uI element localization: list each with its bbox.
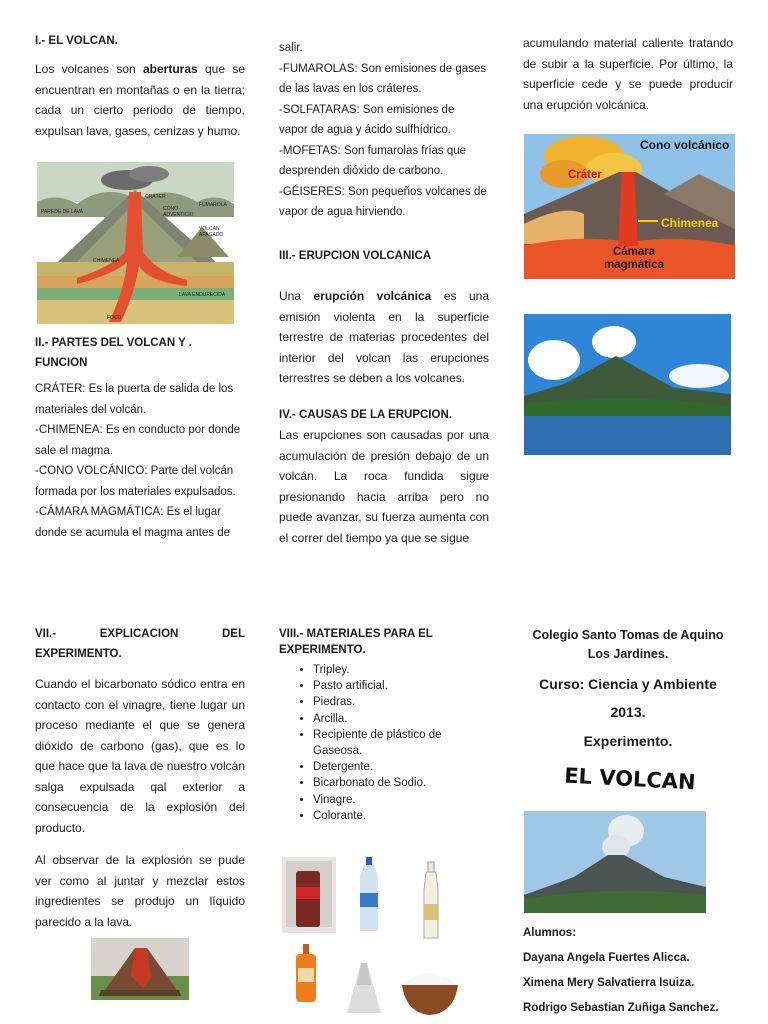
smoking-volcano-photo <box>524 811 706 913</box>
erupcion-paragraph: Una erupción volcánica es una emisión violenta en la superficie terrestre de materias procedentes del interior del volcan las erupciones terrestres se deben a los volcanes. <box>279 289 489 385</box>
student-name: Rodrigo Sebastian Zuñiga Sanchez. <box>523 1002 719 1014</box>
section-causas <box>279 407 489 548</box>
students-block <box>523 921 733 1021</box>
list-item: • Pasto artificial. <box>313 678 489 694</box>
section-title-explicacion: VII.- EXPLICACION DEL EXPERIMENTO. <box>35 628 245 660</box>
cover-panel <box>523 626 733 751</box>
section-el-volcan <box>35 33 245 141</box>
vinegar-bottle-photo <box>420 860 442 942</box>
volcano-lake-photo <box>524 314 731 455</box>
list-item: • Tripley. <box>313 662 489 678</box>
baking-soda-bowl-photo <box>400 955 460 1017</box>
causas-continued-paragraph: acumulando material caliente tratando de subir a la superficie. Por último, la superficie cede y se puede producir una erupción volcánica. <box>523 36 733 112</box>
soda-bottle-photo <box>282 857 336 933</box>
svg-text:EL VOLCAN: EL VOLCAN <box>563 763 697 795</box>
list-item: • Arcilla. <box>313 711 489 727</box>
list-item: • Bicarbonato de Sodio. <box>313 775 489 791</box>
school-name: Colegio Santo Tomas de Aquino Los Jardines. <box>532 628 724 661</box>
section-title-erupcion: III.- ERUPCION VOLCANICA <box>279 250 432 262</box>
materials-list <box>279 662 489 824</box>
student-name: Ximena Mery Salvatierra Isuiza. <box>523 977 695 989</box>
parts-diagram-labels: Cono volcánico Cráter Chimenea Cámara magmática <box>568 138 730 271</box>
list-item: • Detergente. <box>313 759 489 775</box>
model-volcano-photo <box>91 938 189 1000</box>
section-erupcion-volcanica <box>279 248 489 389</box>
detergent-bottle-photo <box>290 942 322 1004</box>
explicacion-paragraph-1: Cuando el bicarbonato sódico entra en contacto con el vinagre, tiene lugar un proceso mediante el que se genera dióxido de carbono (gas), que es lo que hace que la lava de nuestro volcán salga expulsada qal exterior a consecuencia de la explosión del producto. <box>35 677 245 835</box>
list-item: • Piedras. <box>313 694 489 710</box>
el-volcan-logo <box>560 760 700 796</box>
section-manifestaciones: salir. -FUMAROLAS: Son emisiones de gases de las lavas en los cráteres. -SOLFATARAS: Son emisiones de vapor de agua y ácido sulfhídrico. -MOFETAS: Son fumarolas frías que desprenden dióxido de carbono. -GÉISERES: Son pequeños volcanes de vapor de agua hirviendo. <box>279 42 487 218</box>
section-partes-volcan <box>35 335 245 543</box>
section-causas-continued <box>523 33 733 115</box>
intro-paragraph: Los volcanes son aberturas que se encuentran en montañas o en la tierra; cada un cierto periodo de tiempo, expulsan lava, gases, cenizas y humo. <box>35 62 245 138</box>
list-item: • Colorante. <box>313 808 489 824</box>
cross-section-labels: PAREDE DE LAVA CRÁTER CONO ADVENTICIO FUMAROLA VOLCÁN APAGADO CHIMENEA LAVA ENDURECIDA FOCO <box>41 194 227 321</box>
clay-cone-photo <box>343 955 385 1017</box>
list-item: • Recipiente de plástico de Gaseosa. <box>313 727 489 759</box>
section-title-causas: IV.- CAUSAS DE LA ERUPCION. <box>279 409 452 421</box>
alumnos-label: Alumnos: <box>523 927 577 939</box>
student-name: Dayana Angela Fuertes Alicca. <box>523 952 690 964</box>
course-title: Curso: Ciencia y Ambiente <box>539 676 717 692</box>
section-title-partes: II.- PARTES DEL VOLCAN Y . FUNCION <box>35 337 192 369</box>
section-title-el-volcan: I.- EL VOLCAN. <box>35 35 118 47</box>
experiment-label: Experimento. <box>583 733 673 749</box>
year-label: 2013. <box>610 704 646 720</box>
list-item: • Vinagre. <box>313 792 489 808</box>
section-materiales <box>279 626 489 824</box>
section-explicacion <box>35 626 245 932</box>
section-title-materiales: VIII.- MATERIALES PARA EL EXPERIMENTO. <box>279 628 433 656</box>
causas-paragraph: Las erupciones son causadas por una acumulación de presión debajo de un volcán. La roca fundida sigue presionando hacia arriba pero no puede avanzar, su fuerza aumenta con el correr del tiempo ya que se sigue <box>279 428 489 545</box>
parts-list: CRÁTER: Es la puerta de salida de los materiales del volcán. -CHIMENEA: Es en conducto por donde sale el magma. -CONO VOLCÁNICO: Parte del volcán formada por los materiales expulsados. -CÁMARA MAGMÁTICA: Es el lugar donde se acumula el magma antes de <box>35 383 241 539</box>
chimenea-pointer-line <box>638 220 658 222</box>
explicacion-paragraph-2: Al observar de la explosión se pude ver como al juntar y mezclar estos ingredientes se produjo un líquido parecido a la lava. <box>35 853 245 929</box>
water-bottle-photo <box>356 855 382 935</box>
